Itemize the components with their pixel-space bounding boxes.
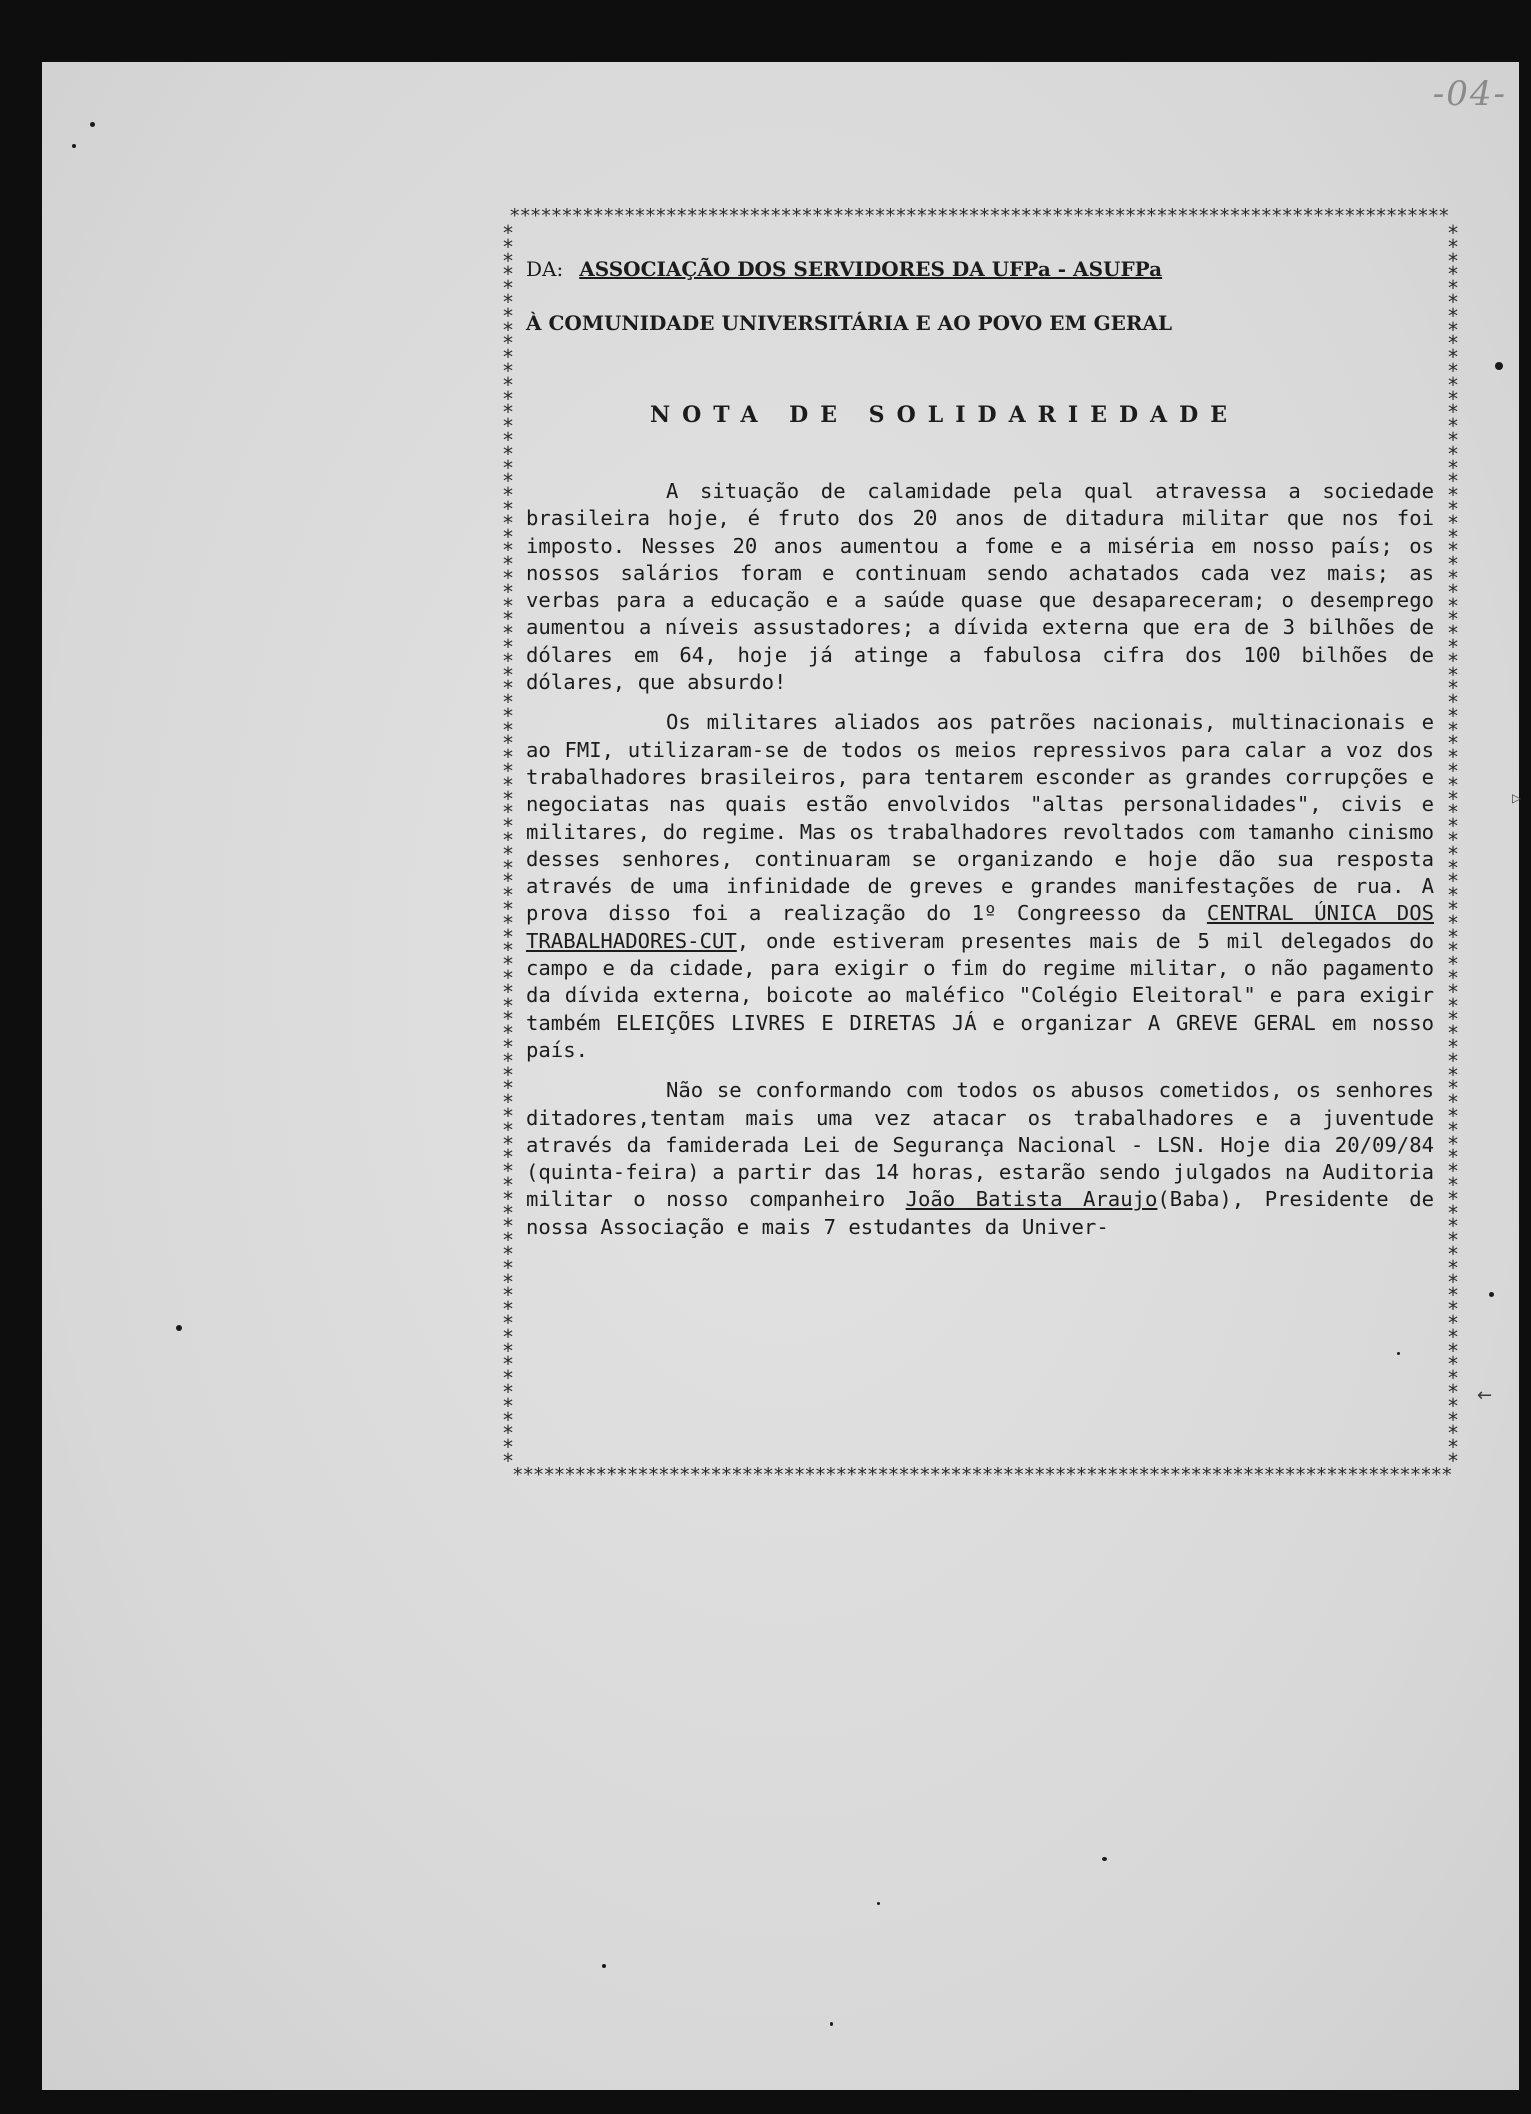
- paragraph-1-text: A situação de calamidade pela qual atravessa a sociedade brasileira hoje, é fruto dos 20 anos de ditadura militar que nos foi imposto. Nesses 20 anos aumentou a fome e a miséria em nosso país; os nossos salários foram e continuam sendo achatados cada vez mais; as verbas para a educação e a saúde quase que desapareceram; o desemprego aumentou a níveis assustadores; a dívida externa que era de 3 bilhões de dólares em 64, hoje já atinge a fabulosa cifra dos 100 bilhões de dólares, que absurdo!: [526, 479, 1434, 695]
- paragraph-2-text-before: Os militares aliados aos patrões nacionais, multinacionais e ao FMI, utilizaram-se de todos os meios repressivos para calar a voz dos trabalhadores brasileiros, para tentarem esconder as grandes corrupções e negociatas nas quais estão envolvidos "altas personalidades", civis e militares, do regime. Mas os trabalhadores revoltados com tamanho cinismo desses senhores, continuaram se organizando e hoje dão sua resposta através de uma infinidade de greves e grandes manifestações de rua. A prova disso foi a realização do 1º Congreesso da: [526, 710, 1434, 926]
- star-border-top: ******************************************************************************************: [509, 205, 1449, 227]
- sender-label: DA:: [526, 257, 564, 281]
- defendant-underlined-name: João Batista Araujo: [905, 1187, 1158, 1212]
- note-content: [526, 242, 1434, 1254]
- recipient-line: À COMUNIDADE UNIVERSITÁRIA E AO POVO EM GERAL: [526, 311, 1173, 335]
- page-number: -04-: [1432, 74, 1507, 114]
- paragraph-3: [526, 1077, 1434, 1241]
- paragraph-3-text-after: (Baba), Presidente de nossa Associação e mais 7 estudantes da Univer-: [526, 1187, 1434, 1239]
- star-border-right: ******************************************************************************************: [1446, 221, 1460, 1473]
- paragraph-2-text-after: , onde estiveram presentes mais de 5 mil delegados do campo e da cidade, para exigir o fim do regime militar, o não pagamento da dívida externa, boicote ao maléfico "Colégio Eleitoral" e para exigir também ELEIÇÕES LIVRES E DIRETAS JÁ e organizar A GREVE GERAL em nosso país.: [526, 928, 1434, 1062]
- margin-arrow-mark: ←: [1477, 1385, 1493, 1406]
- star-border-left: ******************************************************************************************: [501, 221, 515, 1473]
- star-border-bottom: ******************************************************************************************: [512, 1464, 1452, 1486]
- note-body: [526, 478, 1434, 1241]
- cut-underlined-name: CENTRAL ÚNICA DOS TRABALHADORES-CUT: [526, 901, 1434, 953]
- sender-line: [526, 242, 1434, 296]
- sender-organization: ASSOCIAÇÃO DOS SERVIDORES DA UFPa - ASUFPa: [579, 257, 1163, 281]
- paragraph-3-text-before: Não se conformando com todos os abusos cometidos, os senhores ditadores,tentam mais uma vez atacar os trabalhadores e a juventude através da famiderada Lei de Segurança Nacional - LSN. Hoje dia 20/09/84 (quinta-feira) a partir das 14 horas, estarão sendo julgados na Auditoria militar o nosso companheiro: [526, 1078, 1434, 1212]
- paragraph-2: [526, 709, 1434, 1064]
- margin-tick-mark: ▷: [1512, 791, 1522, 805]
- paragraph-1: [526, 478, 1434, 696]
- document-title: NOTA DE SOLIDARIEDADE: [650, 402, 1239, 428]
- document-sheet: [42, 62, 1522, 2090]
